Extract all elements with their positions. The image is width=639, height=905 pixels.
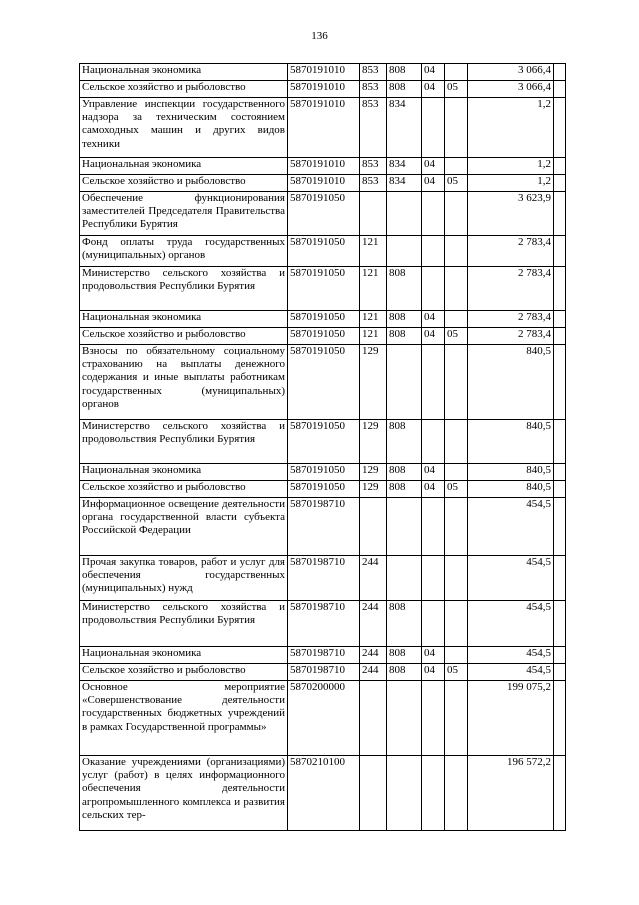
blank-cell xyxy=(554,498,566,556)
blank-cell xyxy=(554,267,566,311)
expense-type-cell xyxy=(360,192,387,236)
expense-type-cell: 853 xyxy=(360,64,387,81)
table-row xyxy=(80,236,566,267)
table-row xyxy=(80,345,566,420)
ministry-code-cell xyxy=(387,498,422,556)
ministry-code-cell xyxy=(387,756,422,831)
item-name-cell: Сельское хозяйство и рыболовство xyxy=(80,664,288,681)
blank-cell xyxy=(554,175,566,192)
table-row xyxy=(80,98,566,158)
target-code-cell: 5870191010 xyxy=(288,81,360,98)
target-code-cell: 5870198710 xyxy=(288,664,360,681)
subsection-cell: 05 xyxy=(445,664,468,681)
ministry-code-cell: 808 xyxy=(387,481,422,498)
amount-cell: 454,5 xyxy=(468,498,554,556)
expense-type-cell: 129 xyxy=(360,420,387,464)
section-cell xyxy=(422,192,445,236)
target-code-cell: 5870191010 xyxy=(288,98,360,158)
blank-cell xyxy=(554,158,566,175)
target-code-cell: 5870191050 xyxy=(288,464,360,481)
table-row xyxy=(80,601,566,647)
item-name-cell: Обеспечение функционирования заместителей Председателя Правительства Республики Бурятия xyxy=(80,192,288,236)
table-row xyxy=(80,498,566,556)
amount-cell: 196 572,2 xyxy=(468,756,554,831)
amount-cell: 454,5 xyxy=(468,647,554,664)
expense-type-cell: 244 xyxy=(360,601,387,647)
subsection-cell xyxy=(445,345,468,420)
subsection-cell xyxy=(445,464,468,481)
item-name-cell: Оказание учреждениями (организациями) услуг (работ) в целях информационного обеспечения деятельности агропромышленного комплекса и развития сельских тер- xyxy=(80,756,288,831)
expense-type-cell: 244 xyxy=(360,647,387,664)
expense-type-cell: 129 xyxy=(360,345,387,420)
amount-cell: 1,2 xyxy=(468,98,554,158)
target-code-cell: 5870191050 xyxy=(288,328,360,345)
ministry-code-cell: 808 xyxy=(387,311,422,328)
section-cell xyxy=(422,420,445,464)
section-cell xyxy=(422,498,445,556)
section-cell: 04 xyxy=(422,64,445,81)
target-code-cell: 5870191050 xyxy=(288,345,360,420)
subsection-cell xyxy=(445,647,468,664)
target-code-cell: 5870191050 xyxy=(288,420,360,464)
item-name-cell: Управление инспекции государственного надзора за техническим состоянием самоходных машин и других видов техники xyxy=(80,98,288,158)
subsection-cell xyxy=(445,158,468,175)
target-code-cell: 5870191010 xyxy=(288,64,360,81)
item-name-cell: Прочая закупка товаров, работ и услуг для обеспечения государственных (муниципальных) нужд xyxy=(80,556,288,601)
amount-cell: 2 783,4 xyxy=(468,236,554,267)
budget-table xyxy=(79,63,566,831)
expense-type-cell: 853 xyxy=(360,98,387,158)
ministry-code-cell xyxy=(387,192,422,236)
subsection-cell xyxy=(445,601,468,647)
amount-cell: 840,5 xyxy=(468,481,554,498)
amount-cell: 454,5 xyxy=(468,664,554,681)
section-cell xyxy=(422,556,445,601)
blank-cell xyxy=(554,756,566,831)
table-row xyxy=(80,464,566,481)
section-cell: 04 xyxy=(422,311,445,328)
expense-type-cell: 853 xyxy=(360,175,387,192)
ministry-code-cell xyxy=(387,681,422,756)
ministry-code-cell xyxy=(387,556,422,601)
target-code-cell: 5870198710 xyxy=(288,498,360,556)
subsection-cell xyxy=(445,420,468,464)
amount-cell: 199 075,2 xyxy=(468,681,554,756)
target-code-cell: 5870191050 xyxy=(288,267,360,311)
expense-type-cell xyxy=(360,498,387,556)
amount-cell: 3 066,4 xyxy=(468,64,554,81)
table-row xyxy=(80,481,566,498)
ministry-code-cell: 834 xyxy=(387,158,422,175)
subsection-cell: 05 xyxy=(445,328,468,345)
table-row xyxy=(80,328,566,345)
ministry-code-cell xyxy=(387,345,422,420)
ministry-code-cell: 834 xyxy=(387,98,422,158)
table-row xyxy=(80,681,566,756)
expense-type-cell: 121 xyxy=(360,328,387,345)
item-name-cell: Министерство сельского хозяйства и продовольствия Республики Бурятия xyxy=(80,601,288,647)
amount-cell: 840,5 xyxy=(468,345,554,420)
item-name-cell: Сельское хозяйство и рыболовство xyxy=(80,175,288,192)
target-code-cell: 5870198710 xyxy=(288,647,360,664)
item-name-cell: Министерство сельского хозяйства и продовольствия Республики Бурятия xyxy=(80,420,288,464)
ministry-code-cell: 808 xyxy=(387,601,422,647)
ministry-code-cell xyxy=(387,236,422,267)
blank-cell xyxy=(554,236,566,267)
table-row xyxy=(80,64,566,81)
item-name-cell: Министерство сельского хозяйства и продовольствия Республики Бурятия xyxy=(80,267,288,311)
item-name-cell: Сельское хозяйство и рыболовство xyxy=(80,328,288,345)
expense-type-cell: 853 xyxy=(360,158,387,175)
item-name-cell: Информационное освещение деятельности органа государственной власти субъекта Российской Федерации xyxy=(80,498,288,556)
amount-cell: 454,5 xyxy=(468,556,554,601)
blank-cell xyxy=(554,464,566,481)
subsection-cell: 05 xyxy=(445,175,468,192)
item-name-cell: Сельское хозяйство и рыболовство xyxy=(80,81,288,98)
item-name-cell: Национальная экономика xyxy=(80,158,288,175)
blank-cell xyxy=(554,481,566,498)
table-row xyxy=(80,81,566,98)
ministry-code-cell: 808 xyxy=(387,328,422,345)
target-code-cell: 5870191010 xyxy=(288,158,360,175)
blank-cell xyxy=(554,328,566,345)
target-code-cell: 5870191050 xyxy=(288,481,360,498)
item-name-cell: Фонд оплаты труда государственных (муниципальных) органов xyxy=(80,236,288,267)
blank-cell xyxy=(554,681,566,756)
subsection-cell xyxy=(445,98,468,158)
section-cell: 04 xyxy=(422,664,445,681)
section-cell: 04 xyxy=(422,481,445,498)
blank-cell xyxy=(554,345,566,420)
table-row xyxy=(80,420,566,464)
item-name-cell: Взносы по обязательному социальному страхованию на выплаты денежного содержания и иные выплаты работникам государственных (муниципальных) органов xyxy=(80,345,288,420)
section-cell xyxy=(422,756,445,831)
table-row xyxy=(80,311,566,328)
subsection-cell xyxy=(445,756,468,831)
page-number: 136 xyxy=(311,30,328,42)
expense-type-cell: 129 xyxy=(360,481,387,498)
expense-type-cell: 853 xyxy=(360,81,387,98)
ministry-code-cell: 834 xyxy=(387,175,422,192)
table-row xyxy=(80,267,566,311)
item-name-cell: Сельское хозяйство и рыболовство xyxy=(80,481,288,498)
expense-type-cell xyxy=(360,681,387,756)
item-name-cell: Национальная экономика xyxy=(80,647,288,664)
table-row xyxy=(80,756,566,831)
amount-cell: 3 623,9 xyxy=(468,192,554,236)
section-cell: 04 xyxy=(422,158,445,175)
ministry-code-cell: 808 xyxy=(387,420,422,464)
subsection-cell: 05 xyxy=(445,481,468,498)
target-code-cell: 5870191050 xyxy=(288,311,360,328)
expense-type-cell: 121 xyxy=(360,311,387,328)
amount-cell: 2 783,4 xyxy=(468,267,554,311)
table-row xyxy=(80,647,566,664)
target-code-cell: 5870198710 xyxy=(288,556,360,601)
expense-type-cell: 129 xyxy=(360,464,387,481)
subsection-cell xyxy=(445,556,468,601)
blank-cell xyxy=(554,647,566,664)
subsection-cell xyxy=(445,311,468,328)
table-row xyxy=(80,192,566,236)
table-row xyxy=(80,664,566,681)
ministry-code-cell: 808 xyxy=(387,64,422,81)
subsection-cell xyxy=(445,681,468,756)
target-code-cell: 5870191010 xyxy=(288,175,360,192)
amount-cell: 2 783,4 xyxy=(468,311,554,328)
section-cell xyxy=(422,98,445,158)
target-code-cell: 5870191050 xyxy=(288,192,360,236)
subsection-cell: 05 xyxy=(445,81,468,98)
section-cell: 04 xyxy=(422,328,445,345)
section-cell xyxy=(422,267,445,311)
amount-cell: 1,2 xyxy=(468,175,554,192)
ministry-code-cell: 808 xyxy=(387,647,422,664)
section-cell: 04 xyxy=(422,81,445,98)
amount-cell: 1,2 xyxy=(468,158,554,175)
section-cell: 04 xyxy=(422,175,445,192)
subsection-cell xyxy=(445,267,468,311)
expense-type-cell xyxy=(360,756,387,831)
ministry-code-cell: 808 xyxy=(387,664,422,681)
item-name-cell: Национальная экономика xyxy=(80,311,288,328)
ministry-code-cell: 808 xyxy=(387,267,422,311)
table-row xyxy=(80,175,566,192)
blank-cell xyxy=(554,556,566,601)
expense-type-cell: 121 xyxy=(360,236,387,267)
blank-cell xyxy=(554,192,566,236)
section-cell xyxy=(422,236,445,267)
expense-type-cell: 244 xyxy=(360,664,387,681)
target-code-cell: 5870200000 xyxy=(288,681,360,756)
subsection-cell xyxy=(445,192,468,236)
expense-type-cell: 121 xyxy=(360,267,387,311)
subsection-cell xyxy=(445,236,468,267)
blank-cell xyxy=(554,420,566,464)
subsection-cell xyxy=(445,64,468,81)
item-name-cell: Национальная экономика xyxy=(80,64,288,81)
item-name-cell: Основное мероприятие «Совершенствование деятельности государственных бюджетных учреждений в рамках Государственной программы» xyxy=(80,681,288,756)
target-code-cell: 5870191050 xyxy=(288,236,360,267)
table-row xyxy=(80,158,566,175)
section-cell xyxy=(422,345,445,420)
target-code-cell: 5870210100 xyxy=(288,756,360,831)
section-cell xyxy=(422,601,445,647)
amount-cell: 840,5 xyxy=(468,420,554,464)
table-row xyxy=(80,556,566,601)
ministry-code-cell: 808 xyxy=(387,81,422,98)
item-name-cell: Национальная экономика xyxy=(80,464,288,481)
blank-cell xyxy=(554,311,566,328)
blank-cell xyxy=(554,664,566,681)
blank-cell xyxy=(554,98,566,158)
ministry-code-cell: 808 xyxy=(387,464,422,481)
blank-cell xyxy=(554,64,566,81)
target-code-cell: 5870198710 xyxy=(288,601,360,647)
section-cell: 04 xyxy=(422,647,445,664)
expense-type-cell: 244 xyxy=(360,556,387,601)
subsection-cell xyxy=(445,498,468,556)
amount-cell: 454,5 xyxy=(468,601,554,647)
blank-cell xyxy=(554,81,566,98)
amount-cell: 3 066,4 xyxy=(468,81,554,98)
section-cell: 04 xyxy=(422,464,445,481)
section-cell xyxy=(422,681,445,756)
amount-cell: 2 783,4 xyxy=(468,328,554,345)
blank-cell xyxy=(554,601,566,647)
amount-cell: 840,5 xyxy=(468,464,554,481)
